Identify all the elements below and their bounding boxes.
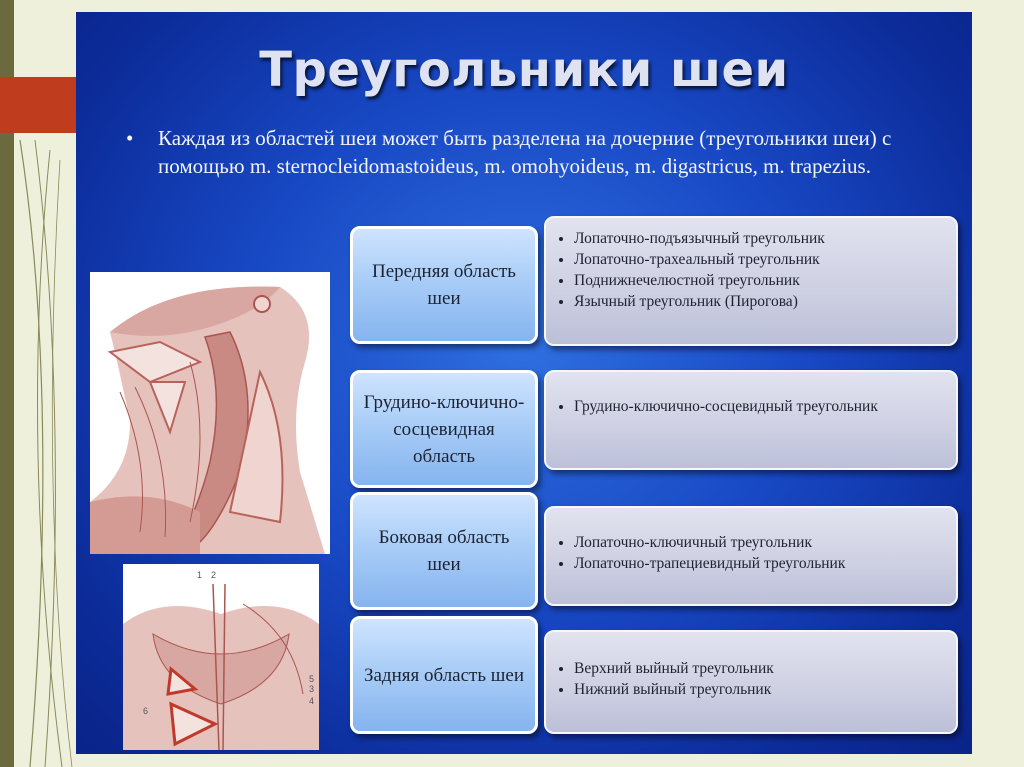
region-label: Грудино-ключично-сосцевидная область: [350, 370, 538, 488]
region-label: Боковая область шеи: [350, 492, 538, 610]
region-details: [544, 216, 958, 346]
region-label: Задняя область шеи: [350, 616, 538, 734]
list-item: • Язычный треугольник (Пирогова): [574, 291, 942, 312]
region-row-posterior: [350, 616, 960, 738]
list-item: • Лопаточно-ключичный треугольник: [574, 532, 942, 553]
region-label: Передняя область шеи: [350, 226, 538, 344]
list-item: • Лопаточно-трахеальный треугольник: [574, 249, 942, 270]
neck-lateral-illustration: [90, 272, 330, 554]
list-item: • Лопаточно-трапециевидный треугольник: [574, 553, 942, 574]
region-details: [544, 506, 958, 606]
figure-label: 6: [143, 706, 149, 716]
decorative-curves: [0, 0, 80, 767]
slide-title: Треугольники шеи: [259, 42, 789, 98]
region-row-anterior: [350, 226, 960, 348]
region-row-lateral: [350, 492, 960, 614]
list-item: • Лопаточно-подъязычный треугольник: [574, 228, 942, 249]
region-details: [544, 630, 958, 734]
list-item: • Нижний выйный треугольник: [574, 679, 942, 700]
neck-posterior-illustration: [123, 564, 319, 750]
slide-panel: [76, 12, 972, 754]
list-item: • Верхний выйный треугольник: [574, 658, 942, 679]
intro-text: Каждая из областей шеи может быть разделена на дочерние (треугольники шеи) с помощью m. sternocleidomastoideus, m. omohyoideus, m. digastricus, m. trapezius.: [158, 126, 892, 178]
list-item: • Грудино-ключично-сосцевидный треугольник: [574, 396, 942, 417]
figure-label: 5: [309, 674, 315, 684]
region-row-sternocleidomastoid: [350, 370, 960, 492]
list-item: • Поднижнечелюстной треугольник: [574, 270, 942, 291]
figure-label: 1: [197, 570, 203, 580]
bullet-icon: •: [126, 126, 134, 150]
figure-label: 4: [309, 696, 315, 706]
figure-label: 2: [211, 570, 217, 580]
figure-label: 3: [309, 684, 315, 694]
intro-paragraph: [126, 124, 956, 180]
region-details: [544, 370, 958, 470]
